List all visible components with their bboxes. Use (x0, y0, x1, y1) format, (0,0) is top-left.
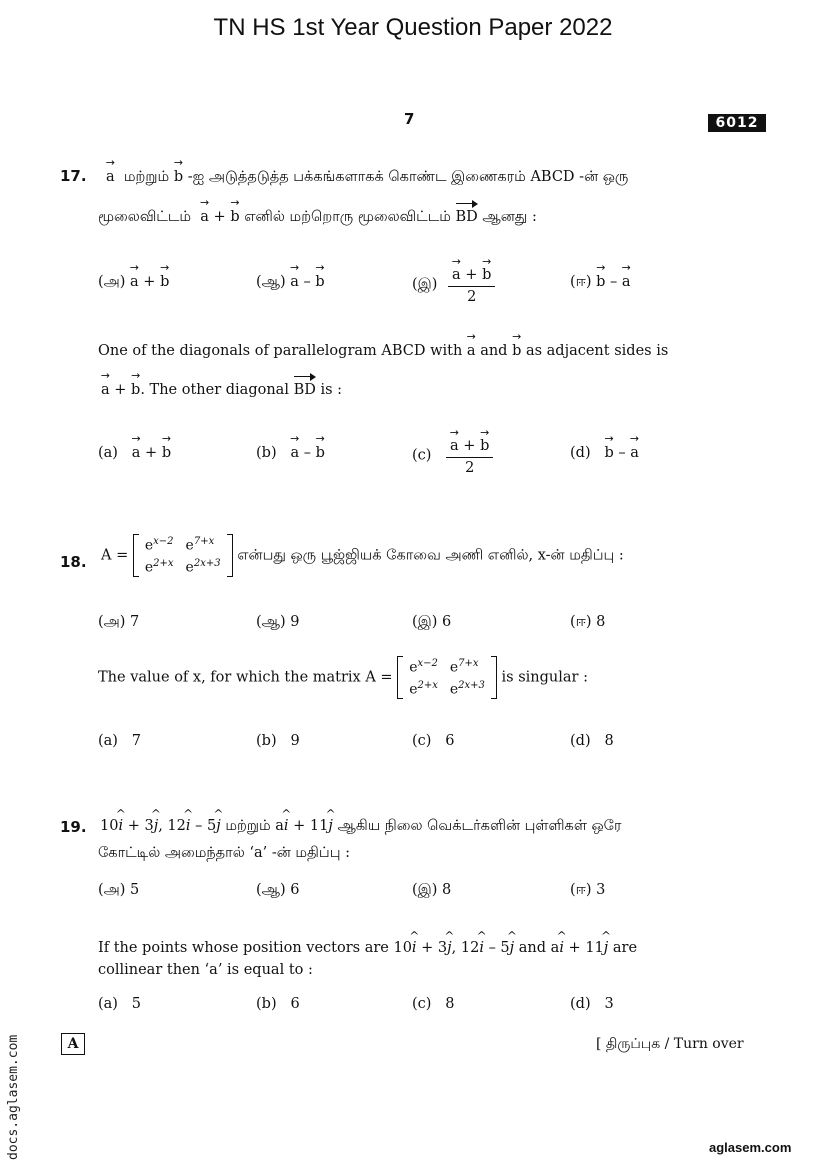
q19-tamil-line1: 10^ i + 3^ j, 12^ i – 5^ j மற்றும் a^ i + 11^ j ஆகிய நிலை வெக்டர்களின் புள்ளிகள் ஒரே (100, 818, 621, 836)
q18-english-option-b[interactable]: (b) 9 (256, 733, 300, 749)
q18-tamil-option-a[interactable]: (அ) 7 (98, 614, 140, 630)
series-box: A (61, 1033, 85, 1055)
q19-english-line2: collinear then ‘a’ is equal to : (98, 962, 313, 978)
q19-english-line1: If the points whose position vectors are 10^ i + 3^ j, 12^ i – 5^ j and a^ i + 11^ j are (98, 940, 637, 956)
q18-english-stem: The value of x, for which the matrix A = $e^{x-2}$ $e^{7+x}$ $e^{2+x}$ $e^{2x+3}$ is singular : (98, 658, 588, 698)
q18-tamil-option-b[interactable]: (ஆ) 9 (256, 614, 300, 630)
q18-tamil-stem: A = $e^{x-2}$ $e^{7+x}$ $e^{2+x}$ $e^{2x+3}$ என்பது ஒரு பூஜ்ஜியக் கோவை அணி எனில், x-ன் மதிப்பு : (101, 536, 624, 576)
question-number-17: 17. (60, 167, 87, 185)
page-number: 7 (404, 110, 415, 128)
q18-english-option-a[interactable]: (a) 7 (98, 733, 142, 749)
q18-tamil-option-c[interactable]: (இ) 6 (412, 614, 452, 630)
q17-tamil-option-b[interactable]: (ஆ) → a – → b (256, 272, 325, 292)
q17-english-option-c[interactable]: (c) → $\frac{a + \to b}{2}$ (412, 433, 493, 478)
q19-tamil-option-a[interactable]: (அ) 5 (98, 882, 140, 898)
q17-tamil-line2: மூலைவிட்டம் → a + → b எனில் மற்றொரு மூலைவிட்டம் BD ஆனது : (98, 207, 537, 227)
q18-english-option-c[interactable]: (c) 6 (412, 733, 455, 749)
q19-english-option-d[interactable]: (d) 3 (570, 996, 614, 1012)
q18-english-matrix: $e^{x-2}$ $e^{7+x}$ $e^{2+x}$ $e^{2x+3}$ (397, 656, 497, 699)
q17-english-option-a[interactable]: (a) → a + → b (98, 443, 171, 461)
q18-matrix: $e^{x-2}$ $e^{7+x}$ $e^{2+x}$ $e^{2x+3}$ (133, 534, 233, 577)
footer-brand: aglasem.com (709, 1140, 792, 1155)
q19-english-option-c[interactable]: (c) 8 (412, 996, 455, 1012)
paper-code-badge: 6012 (708, 114, 766, 132)
q17-english-option-d[interactable]: (d) → b – → a (570, 443, 639, 461)
turn-over-note: [ திருப்புக / Turn over (596, 1036, 744, 1052)
q18-tamil-option-d[interactable]: (ஈ) 8 (570, 614, 606, 630)
q18-english-option-d[interactable]: (d) 8 (570, 733, 614, 749)
q19-tamil-option-b[interactable]: (ஆ) 6 (256, 882, 300, 898)
question-number-19: 19. (60, 818, 87, 836)
q17-english-line1: One of the diagonals of parallelogram ABCD with → a and → b as adjacent sides is (98, 341, 668, 359)
q19-tamil-option-d[interactable]: (ஈ) 3 (570, 882, 606, 898)
q17-tamil-line1: → a மற்றும் → b -ஐ அடுத்தடுத்த பக்கங்களாகக் கொண்ட இணைகரம் ABCD -ன் ஒரு (106, 167, 628, 187)
q19-tamil-option-c[interactable]: (இ) 8 (412, 882, 452, 898)
q19-tamil-line2: கோட்டில் அமைந்தால் ‘a’ -ன் மதிப்பு : (98, 845, 351, 861)
q17-tamil-option-d[interactable]: (ஈ) → b – → a (570, 272, 631, 292)
q19-english-option-b[interactable]: (b) 6 (256, 996, 300, 1012)
q17-english-option-b[interactable]: (b) → a – → b (256, 443, 325, 461)
q17-tamil-option-c[interactable]: (இ) → $\frac{a + \to b}{2}$ (412, 262, 495, 307)
q17-tamil-option-a[interactable]: (அ) → a + → b (98, 272, 169, 292)
q17-english-line2: → a + → b. The other diagonal BD is : (101, 380, 342, 398)
question-number-18: 18. (60, 553, 87, 571)
side-watermark: docs.aglasem.com (6, 1034, 21, 1160)
page-title: TN HS 1st Year Question Paper 2022 (213, 14, 613, 41)
q19-english-option-a[interactable]: (a) 5 (98, 996, 142, 1012)
